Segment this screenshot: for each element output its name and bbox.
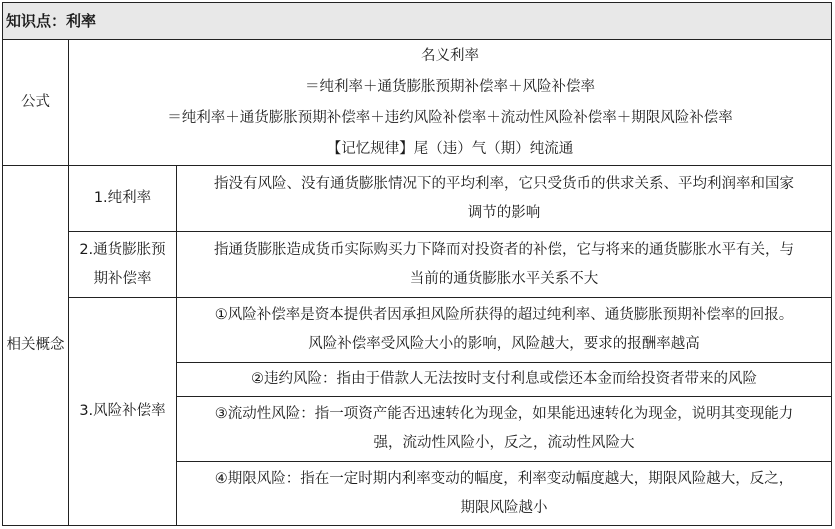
- concept-desc-line: 指通货膨胀造成货币实际购买力下降而对投资者的补偿，它与将来的通货膨胀水平有关，与: [214, 241, 794, 258]
- risk-sub-line: ①风险补偿率是资本提供者因承担风险所获得的超过纯利率、通货膨胀预期补偿率的回报。: [214, 307, 794, 323]
- risk-sub-line: 风险补偿率受风险大小的影响，风险越大，要求的报酬率越高: [308, 336, 700, 352]
- title-text: 知识点：利率: [6, 11, 97, 30]
- risk-sub-cell: [176, 461, 832, 526]
- formula-label-cell: [2, 39, 69, 166]
- concept-desc-line: 当前的通货膨胀水平关系不大: [409, 270, 599, 287]
- concept-name: 1.纯利率: [93, 190, 152, 206]
- risk-sub-line: 强，流动性风险小，反之，流动性风险大: [373, 435, 635, 451]
- formula-line: 名义利率: [421, 47, 479, 64]
- concept-name-cell: [68, 165, 177, 232]
- concept-desc-cell: [176, 165, 832, 232]
- risk-sub-line: ②违约风险：指由于借款人无法按时支付利息或偿还本金而给投资者带来的风险: [251, 371, 757, 387]
- knowledge-table: [2, 2, 832, 526]
- risk-sub-line: 期限风险越小: [460, 499, 548, 516]
- risk-sub-line: ③流动性风险：指一项资产能否迅速转化为现金，如果能迅速转化为现金，说明其变现能力: [214, 406, 794, 422]
- risk-sub-cell: [176, 362, 832, 397]
- formula-line: ＝纯利率＋通货膨胀预期补偿率＋违约风险补偿率＋流动性风险补偿率＋期限风险补偿率: [167, 109, 733, 126]
- memory-tip: 【记忆规律】尾（违）气（期）纯流通: [326, 140, 574, 157]
- concept-name: 2.通货膨胀预: [79, 241, 166, 258]
- concepts-label: 相关概念: [6, 337, 65, 353]
- concept-name: 期补偿率: [93, 270, 152, 287]
- concept-desc-line: 指没有风险、没有通货膨胀情况下的平均利率，它只受货币的供求关系、平均利润率和国家: [214, 175, 794, 192]
- formula-content-cell: [68, 39, 832, 166]
- concept-desc-cell: [176, 231, 832, 298]
- concept-name: 3.风险补偿率: [79, 403, 166, 419]
- formula-label: 公式: [21, 94, 50, 110]
- concept-name-cell: [68, 231, 177, 298]
- concept-name-cell: [68, 297, 177, 526]
- risk-sub-line: ④期限风险：指在一定时期内利率变动的幅度，利率变动幅度越大，期限风险越大，反之，: [214, 470, 794, 487]
- concept-desc-line: 调节的影响: [467, 204, 541, 221]
- concepts-label-cell: [2, 165, 69, 526]
- risk-sub-cell: [176, 297, 832, 363]
- formula-line: ＝纯利率＋通货膨胀预期补偿率＋风险补偿率: [305, 78, 595, 95]
- risk-sub-cell: [176, 396, 832, 462]
- table-title: [2, 2, 832, 40]
